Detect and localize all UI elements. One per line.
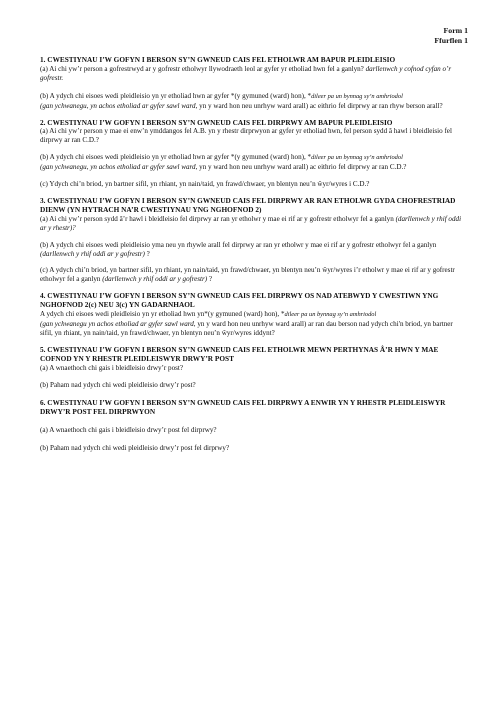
section-1-question-b: [40, 92, 464, 111]
section-3-question-c-text: (c) A ydych chi’n briod, yn bartner sifil, yn rhiant, yn nain/taid, yn frawd/chwaer, yn blentyn neu’n ŵyr/wyres i’r etholwr y mae ei rif ar y gofrestr etholwyr fel a ganlyn: [40, 266, 455, 284]
section-2-question-b: [40, 153, 464, 172]
section-6-question-a: (a) A wnaethoch chi gais i bleidleisio drwy’r post fel dirprwy?: [40, 426, 217, 435]
section-3-question-b-note: (darllenwch y rhif oddi ar y gofrestr): [40, 249, 145, 258]
section-5-question-b: (b) Paham nad ydych chi wedi pleidleisio drwy’r post?: [40, 381, 196, 390]
section-3-question-a: [40, 215, 464, 233]
section-2-question-b-text-end: yn y ward hon neu unrhyw ward arall) ac eithrio fel dirprwy ar ran C.D.?: [199, 163, 407, 172]
section-6-question-b: (b) Paham nad ydych chi wedi pleidleisio drwy’r post fel dirprwy?: [40, 444, 230, 453]
section-4-question-text-end: yn y ward hon neu unrhyw ward arall) ar ran dau berson nad ydych chi'n briod, yn bartner sifil, yn rhiant, yn nain/taid, yn frawd/chwaer, yn blentyn neu’n ŵyr/wyres iddynt?: [40, 319, 453, 337]
section-3-question-c-note: (darllenwch y rhif oddi ar y gofrestr): [102, 275, 208, 284]
section-2-question-c: (c) Ydych chi’n briod, yn bartner sifil, yn rhiant, yn nain/taid, yn frawd/chwaer, yn blentyn neu’n ŵyr/wyres i C.D.?: [40, 180, 370, 189]
section-3-question-c-end: ?: [207, 275, 213, 284]
section-2-question-a: (a) Ai chi yw’r person y mae ei enw’n ymddangos fel A.B. yn y rhestr dirprwyon ar gyfer yr etholiad hwn, fel person sydd â hawl i bleidleisio fel dirprwy ar ran C.D.?: [40, 127, 452, 145]
section-2-question-b-note-wards: (gan ychwanegu, yn achos etholiad ar gyfer sawl ward,: [40, 163, 198, 172]
section-3-question-b: [40, 241, 464, 259]
section-2-heading: 2. CWESTIYNAU I’W GOFYN I BERSON SY’N GWNEUD CAIS FEL DIRPRWY AM BAPUR PLEIDLEISIO: [40, 117, 393, 127]
section-1-question-a-note: darllenwch y cofnod cyfan o’r gofrestr.: [40, 64, 452, 82]
section-3-question-b-text: (b) A ydych chi eisoes wedi pleidleisio yma neu yn rhywle arall fel dirprwy ar ran yr etholwr y mae ei rif ar y gofrestr etholwyr fel a ganlyn: [40, 240, 437, 249]
section-4-question-text: A ydych chi eisoes wedi pleidleisio yn yr etholiad hwn yn*(y gymuned (ward) hon), *: [40, 310, 285, 319]
section-2-question-b-text: (b) A ydych chi eisoes wedi pleidleisio yn yr etholiad hwn ar gyfer *(y gymuned (ward) hon), *: [40, 153, 312, 162]
form-number-english: Form 1: [443, 26, 468, 35]
section-3-question-a-note: (darllenwch y rhif oddi ar y rhestr)?: [40, 214, 462, 232]
section-3-heading: 3. CWESTIYNAU I’W GOFYN I BERSON SY’N GWNEUD CAIS FEL DIRPRWY AR RAN ETHOLWR GYDA CHOFRESTRIAD DIENW (YN HYTRACH NA’R CWESTIYNAU YNG NGHOFNOD 2): [40, 195, 456, 214]
section-4-heading: 4. CWESTIYNAU I’W GOFYN I BERSON SY’N GWNEUD CAIS FEL DIRPRWY OS NAD ATEBWYD Y CWESTIWN YNG NGHOFNOD 2(c) NEU 3(c) YN GADARNHAOL: [40, 291, 439, 310]
section-4-question: [40, 310, 464, 338]
section-1-question-b-note-wards: (gan ychwanegu, yn achos etholiad ar gyfer sawl ward,: [40, 101, 198, 110]
section-1: [40, 56, 464, 111]
section-1-question-b-note: dileer pa un bynnag sy’n amhriodol: [311, 92, 403, 100]
section-1-question-a-text: (a) Ai chi yw’r person a gofrestrwyd ar y gofrestr etholwyr llywodraeth leol ar gyfer yr etholiad hwn fel a ganlyn?: [40, 64, 364, 73]
section-2: [40, 119, 464, 189]
section-3-question-c: [40, 266, 464, 284]
form-number-welsh: Ffurflen 1: [434, 35, 468, 45]
section-3-question-a-text: (a) Ai chi yw’r person sydd â’r hawl i bleidleisio fel dirprwy ar ran yr etholwr y mae ei rif ar y gofrestr etholwyr fel a ganlyn: [40, 214, 394, 223]
document-body: [40, 56, 464, 453]
section-1-heading: 1. CWESTIYNAU I’W GOFYN I BERSON SY’N GWNEUD CAIS FEL ETHOLWR AM BAPUR PLEIDLEISIO: [40, 55, 396, 64]
section-3-question-b-end: ?: [144, 249, 150, 258]
section-4-question-note: dileer pa un bynnag sy’n amhriodol: [284, 311, 377, 319]
section-3: [40, 197, 464, 284]
section-5-question-a: (a) A wnaethoch chi gais i bleidleisio drwy’r post?: [40, 363, 184, 372]
section-5-heading: 5. CWESTIYNAU I’W GOFYN I BERSON SY’N GWNEUD CAIS FEL ETHOLWR MEWN PERTHYNAS Â’R HWN Y MAE COFNOD YN Y RHESTR PLEIDLEISWYR DRWY’R POST: [40, 344, 439, 363]
section-6-heading: 6. CWESTIYNAU I’W GOFYN I BERSON SY’N GWNEUD CAIS FEL DIRPRWY A ENWIR YN Y RHESTR PLEIDLEISWYR DRWY’R POST FEL DIRPRWYON: [40, 398, 446, 417]
section-4: [40, 292, 464, 338]
section-1-question-b-text: (b) A ydych chi eisoes wedi pleidleisio yn yr etholiad hwn ar gyfer *(y gymuned (ward) hon), *: [40, 91, 312, 100]
section-4-question-note-wards: (gan ychwanegu yn achos etholiad ar gyfer sawl ward,: [40, 319, 196, 328]
section-2-question-b-note: dileer pa un bynnag sy’n amhriodol: [311, 154, 403, 162]
section-6: [40, 399, 464, 453]
section-5: [40, 346, 464, 391]
section-1-question-b-text-end: yn y ward hon neu unrhyw ward arall) ac eithrio fel dirprwy ar ran rhyw berson arall?: [199, 101, 443, 110]
section-1-question-a: [40, 65, 464, 83]
form-identifier: [434, 26, 468, 45]
